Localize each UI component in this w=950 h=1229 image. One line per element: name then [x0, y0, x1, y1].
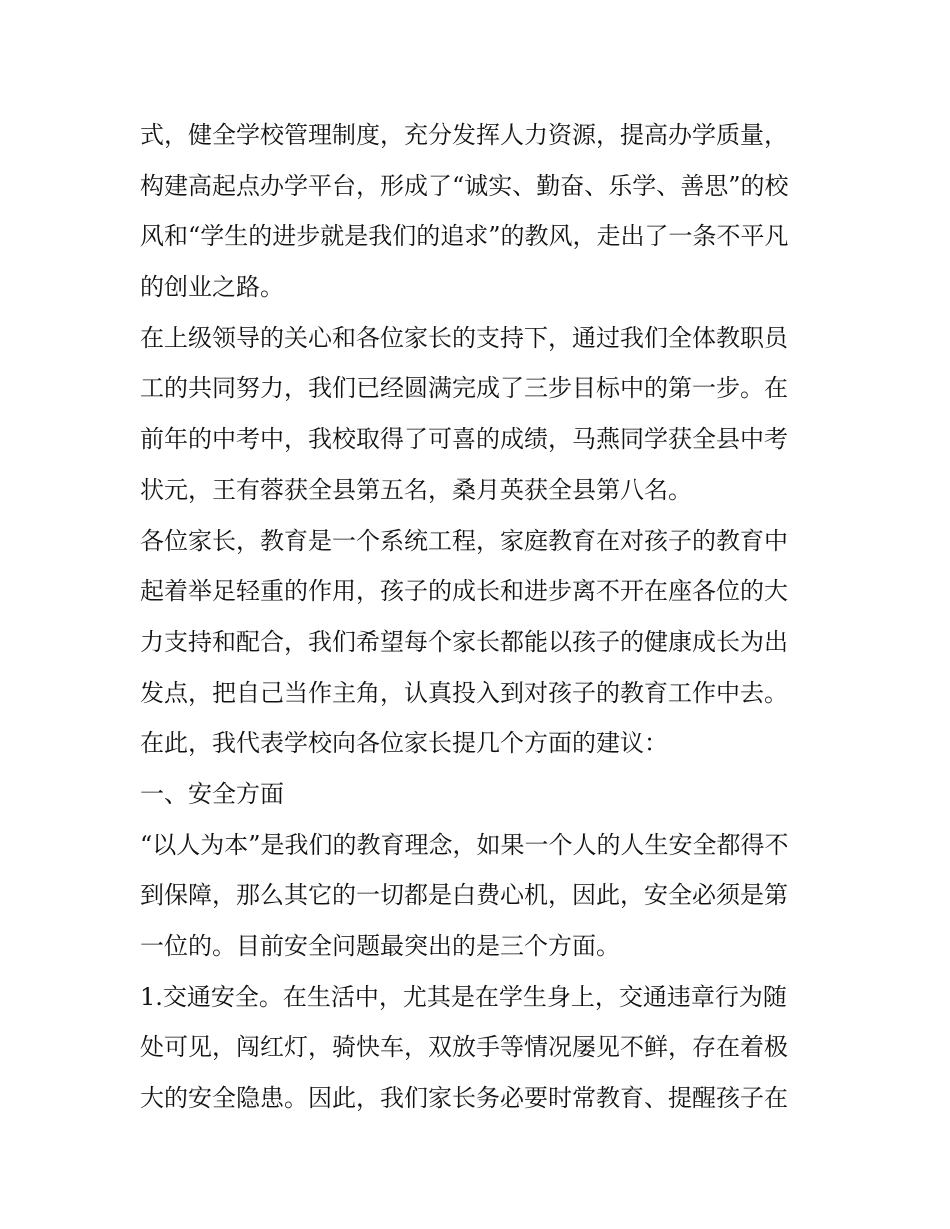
document-body [140, 110, 820, 1124]
text-line-17: 一位的。目前安全问题最突出的是三个方面。 [140, 932, 620, 960]
text-line-20: 大的安全隐患。因此，我们家长务必要时常教育、提醒孩子在 [140, 1084, 788, 1113]
text-line-15: “以人为本”是我们的教育理念，如果一个人的人生安全都得不 [140, 830, 789, 859]
text-line-10: 起着举足轻重的作用，孩子的成长和进步离不开在座各位的大 [140, 577, 788, 606]
text-line-11: 力支持和配合，我们希望每个家长都能以孩子的健康成长为出 [140, 627, 788, 656]
text-line-5: 在上级领导的关心和各位家长的支持下，通过我们全体教职员 [140, 323, 788, 352]
text-line-9: 各位家长，教育是一个系统工程，家庭教育在对孩子的教育中 [140, 526, 788, 555]
text-line-13: 在此，我代表学校向各位家长提几个方面的建议： [140, 729, 668, 758]
text-line-12: 发点，把自己当作主角，认真投入到对孩子的教育工作中去。 [140, 678, 788, 707]
text-line-4: 的创业之路。 [140, 273, 284, 302]
text-line-18: 1.交通安全。在生活中，尤其是在学生身上，交通违章行为随 [140, 982, 787, 1011]
section-heading: 一、安全方面 [140, 779, 284, 808]
text-line-19: 处可见，闯红灯，骑快车，双放手等情况屡见不鲜，存在着极 [140, 1033, 788, 1062]
text-line-7: 前年的中考中，我校取得了可喜的成绩，马燕同学获全县中考 [140, 425, 788, 454]
text-line-6: 工的共同努力，我们已经圆满完成了三步目标中的第一步。在 [140, 374, 788, 403]
text-line-3: 风和“学生的进步就是我们的追求”的教风，走出了一条不平凡 [140, 222, 789, 251]
text-line-2: 构建高起点办学平台，形成了“诚实、勤奋、乐学、善思”的校 [140, 171, 789, 200]
text-line-16: 到保障，那么其它的一切都是白费心机，因此，安全必须是第 [140, 881, 788, 910]
text-line-8: 状元，王有蓉获全县第五名，桑月英获全县第八名。 [140, 475, 692, 504]
text-line-1: 式，健全学校管理制度，充分发挥人力资源，提高办学质量， [140, 121, 788, 149]
